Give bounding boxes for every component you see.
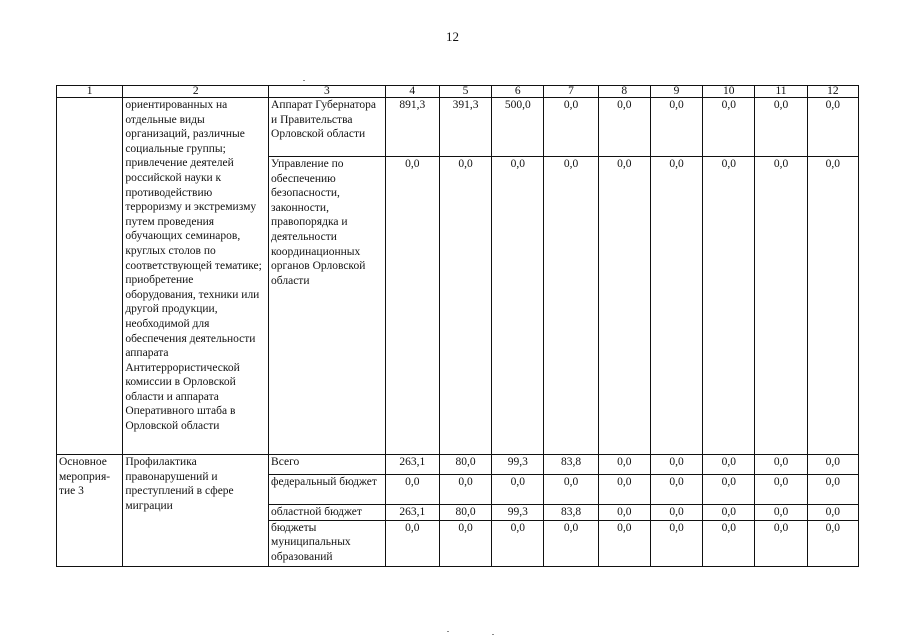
executor-cell: Аппарат Губернатора и Правительства Орловской области	[269, 98, 386, 157]
value-cell: 80,0	[439, 455, 491, 475]
value-cell: 0,0	[598, 455, 650, 475]
value-cell: 83,8	[544, 505, 598, 521]
value-cell: 0,0	[598, 157, 650, 455]
value-cell: 891,3	[385, 98, 439, 157]
value-cell: 0,0	[650, 475, 702, 505]
value-cell: 0,0	[650, 455, 702, 475]
value-cell: 0,0	[439, 520, 491, 566]
value-cell: 0,0	[598, 475, 650, 505]
funding-source-cell: областной бюджет	[269, 505, 386, 521]
value-cell: 0,0	[439, 157, 491, 455]
value-cell: 0,0	[703, 520, 755, 566]
value-cell: 0,0	[755, 157, 807, 455]
value-cell: 0,0	[650, 520, 702, 566]
value-cell: 0,0	[385, 475, 439, 505]
header-cell-12: 12	[807, 86, 858, 98]
value-cell: 0,0	[807, 157, 858, 455]
value-cell: 0,0	[544, 520, 598, 566]
funding-source-cell: бюджеты муниципальных образований	[269, 520, 386, 566]
page-number: 12	[446, 29, 459, 44]
header-cell-3: 3	[269, 86, 386, 98]
value-cell: 0,0	[755, 98, 807, 157]
value-cell: 0,0	[385, 520, 439, 566]
value-cell: 0,0	[807, 505, 858, 521]
value-cell: 0,0	[807, 520, 858, 566]
value-cell: 0,0	[703, 475, 755, 505]
value-cell: 99,3	[492, 455, 544, 475]
value-cell: 0,0	[598, 505, 650, 521]
value-cell: 0,0	[492, 157, 544, 455]
value-cell: 0,0	[544, 157, 598, 455]
header-cell-10: 10	[703, 86, 755, 98]
value-cell: 0,0	[703, 455, 755, 475]
value-cell: 0,0	[385, 157, 439, 455]
executor-cell: Управление по обеспечению безопасности, законности, правопорядка и деятельности координационных органов Орловской области	[269, 157, 386, 455]
value-cell: 0,0	[703, 157, 755, 455]
value-cell: 0,0	[755, 520, 807, 566]
header-cell-1: 1	[57, 86, 123, 98]
funding-source-cell: федеральный бюджет	[269, 475, 386, 505]
value-cell: 0,0	[492, 520, 544, 566]
value-cell: 80,0	[439, 505, 491, 521]
code-cell: Основное мероприя-тие 3	[57, 455, 123, 567]
header-cell-5: 5	[439, 86, 491, 98]
header-cell-8: 8	[598, 86, 650, 98]
value-cell: 0,0	[755, 455, 807, 475]
table-row	[57, 455, 859, 475]
value-cell: 0,0	[598, 520, 650, 566]
value-cell: 0,0	[650, 157, 702, 455]
value-cell: 0,0	[755, 505, 807, 521]
value-cell: 0,0	[650, 98, 702, 157]
value-cell: 263,1	[385, 505, 439, 521]
header-cell-2: 2	[123, 86, 269, 98]
value-cell: 99,3	[492, 505, 544, 521]
value-cell: 0,0	[807, 98, 858, 157]
value-cell: 0,0	[650, 505, 702, 521]
header-cell-7: 7	[544, 86, 598, 98]
value-cell: 0,0	[598, 98, 650, 157]
value-cell: 0,0	[439, 475, 491, 505]
value-cell: 0,0	[807, 455, 858, 475]
code-cell	[57, 98, 123, 455]
value-cell: 0,0	[755, 475, 807, 505]
header-cell-4: 4	[385, 86, 439, 98]
description-cell: Профилактика правонарушений и преступлений в сфере миграции	[123, 455, 269, 567]
value-cell: 0,0	[807, 475, 858, 505]
header-cell-6: 6	[492, 86, 544, 98]
header-row	[57, 86, 859, 98]
value-cell: 391,3	[439, 98, 491, 157]
value-cell: 500,0	[492, 98, 544, 157]
value-cell: 263,1	[385, 455, 439, 475]
description-cell: ориентированных на отдельные виды организаций, различные социальные группы; привлечение деятелей российской науки к противодействию терроризму и экстремизму путем проведения обучающих семинаров, круглых столов по соответствующей тематике; приобретение оборудования, техники или другой продукции, необходимой для обеспечения деятельности аппарата Антитеррористической комиссии в Орловской области и аппарата Оперативного штаба в Орловской области	[123, 98, 269, 455]
value-cell: 0,0	[544, 98, 598, 157]
funding-source-cell: Всего	[269, 455, 386, 475]
value-cell: 0,0	[703, 505, 755, 521]
value-cell: 83,8	[544, 455, 598, 475]
value-cell: 0,0	[703, 98, 755, 157]
value-cell: 0,0	[544, 475, 598, 505]
header-cell-9: 9	[650, 86, 702, 98]
value-cell: 0,0	[492, 475, 544, 505]
table-row	[57, 98, 859, 157]
header-cell-11: 11	[755, 86, 807, 98]
budget-table	[56, 85, 859, 567]
